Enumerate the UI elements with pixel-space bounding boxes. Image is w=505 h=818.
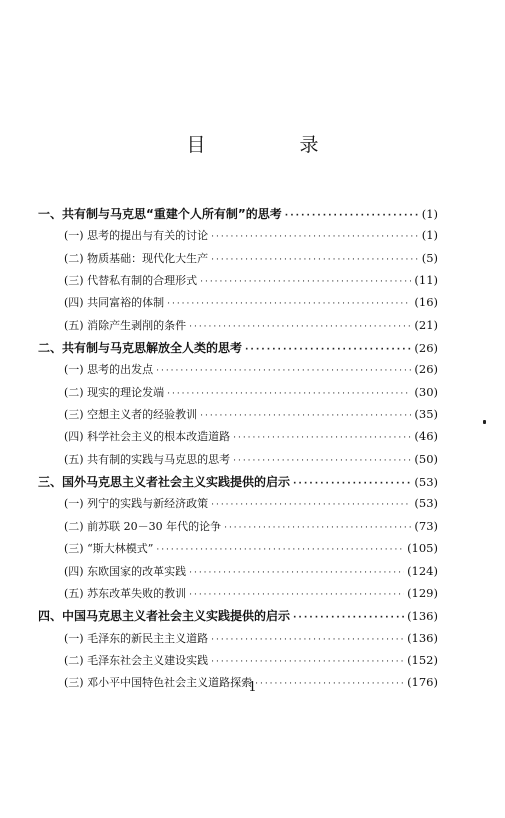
toc-entry-page: (5) xyxy=(421,250,438,265)
page-number: 1 xyxy=(248,680,257,695)
toc-entry-page: (176) xyxy=(407,675,438,690)
toc-entry xyxy=(38,294,438,316)
toc-entry-page: (53) xyxy=(414,496,438,511)
dot-leader xyxy=(156,545,404,555)
toc-entry-title: (三) “斯大林模式” xyxy=(64,542,154,556)
toc-entry-page: (50) xyxy=(414,451,438,466)
toc-entry-page: (30) xyxy=(414,384,438,399)
toc-entry-title: 三、国外马克思主义者社会主义实践提供的启示 xyxy=(38,475,291,490)
toc-entry-title: (五) 消除产生剥削的条件 xyxy=(64,318,187,332)
toc-entry xyxy=(38,563,438,585)
toc-entry xyxy=(38,540,438,562)
toc-entry-title: 一、共有制与马克思“重建个人所有制”的思考 xyxy=(38,207,282,221)
toc-entry-page: (46) xyxy=(414,429,438,444)
toc-entry-page: (152) xyxy=(407,652,438,667)
toc-entry-title: 二、共有制与马克思解放全人类的思考 xyxy=(38,341,243,356)
toc-entry-page: (105) xyxy=(407,541,438,556)
dot-leader xyxy=(211,657,404,667)
toc-entry-title: (四) 科学社会主义的根本改造道路 xyxy=(64,430,231,444)
table-of-contents xyxy=(38,205,438,697)
toc-entry-page: (136) xyxy=(407,609,438,624)
dot-leader xyxy=(245,345,411,355)
dot-leader xyxy=(211,255,419,265)
dot-leader xyxy=(293,479,411,489)
dot-leader xyxy=(189,568,404,578)
toc-entry xyxy=(38,518,438,540)
toc-entry-page: (1) xyxy=(421,207,438,221)
toc-entry xyxy=(38,428,438,450)
toc-entry-title: (二) 毛泽东社会主义建设实践 xyxy=(64,653,209,667)
toc-entry-page: (73) xyxy=(414,518,438,533)
toc-entry-title: (五) 苏东改革失败的教训 xyxy=(64,586,187,600)
dot-leader xyxy=(211,500,411,510)
dot-leader xyxy=(211,635,404,645)
toc-entry xyxy=(38,652,438,674)
toc-entry-page: (124) xyxy=(407,563,438,578)
toc-entry xyxy=(38,585,438,607)
toc-entry-title: (一) 思考的出发点 xyxy=(64,363,154,377)
toc-entry-title: (二) 现实的理论发端 xyxy=(64,385,165,399)
dot-leader xyxy=(224,523,411,533)
dot-leader xyxy=(189,590,404,600)
toc-entry-title: (二) 前苏联 20－30 年代的论争 xyxy=(64,519,222,533)
dot-leader xyxy=(167,389,411,399)
dot-leader xyxy=(200,411,411,421)
toc-entry-page: (26) xyxy=(414,362,438,377)
toc-entry-page: (16) xyxy=(414,295,438,310)
toc-entry xyxy=(38,451,438,473)
toc-entry-title: (三) 邓小平中国特色社会主义道路探索 xyxy=(64,676,253,690)
page-title: 目 录 xyxy=(186,134,363,156)
toc-entry-title: (一) 毛泽东的新民主主义道路 xyxy=(64,631,209,645)
toc-entry-title: (一) 列宁的实践与新经济政策 xyxy=(64,497,209,511)
toc-entry-title: (三) 空想主义者的经验教训 xyxy=(64,408,198,422)
dot-leader xyxy=(233,433,411,443)
toc-entry-title: 四、中国马克思主义者社会主义实践提供的启示 xyxy=(38,609,291,624)
toc-entry-page: (136) xyxy=(407,630,438,645)
dot-leader xyxy=(233,456,411,466)
dot-leader xyxy=(200,277,411,287)
toc-entry-title: (一) 思考的提出与有关的讨论 xyxy=(64,229,209,243)
toc-entry-page: (26) xyxy=(414,341,438,356)
toc-entry xyxy=(38,272,438,294)
toc-entry xyxy=(38,361,438,383)
toc-entry-page: (1) xyxy=(421,228,438,243)
toc-entry-page: (11) xyxy=(414,273,438,288)
toc-entry xyxy=(38,384,438,406)
toc-entry xyxy=(38,607,438,629)
dot-leader xyxy=(211,232,419,242)
toc-entry-page: (53) xyxy=(414,475,438,490)
dot-leader xyxy=(189,322,411,332)
toc-entry-title: (四) 共同富裕的体制 xyxy=(64,296,165,310)
toc-entry xyxy=(38,495,438,517)
toc-entry-title: (二) 物质基础：现代化大生产 xyxy=(64,251,209,265)
toc-entry xyxy=(38,250,438,272)
toc-entry xyxy=(38,317,438,339)
toc-entry-page: (35) xyxy=(414,407,438,422)
dot-leader xyxy=(156,366,411,376)
dot-leader xyxy=(285,211,419,221)
toc-entry-title: (三) 代替私有制的合理形式 xyxy=(64,274,198,288)
dot-leader xyxy=(167,299,411,309)
toc-entry xyxy=(38,473,438,495)
toc-entry xyxy=(38,227,438,249)
dot-leader xyxy=(293,613,404,623)
toc-entry xyxy=(38,205,438,227)
toc-entry xyxy=(38,630,438,652)
toc-entry-title: (五) 共有制的实践与马克思的思考 xyxy=(64,452,231,466)
toc-entry-page: (21) xyxy=(414,317,438,332)
toc-entry-page: (129) xyxy=(407,585,438,600)
scan-speck xyxy=(483,420,486,424)
toc-entry xyxy=(38,406,438,428)
toc-entry xyxy=(38,339,438,361)
toc-entry-title: (四) 东欧国家的改革实践 xyxy=(64,564,187,578)
